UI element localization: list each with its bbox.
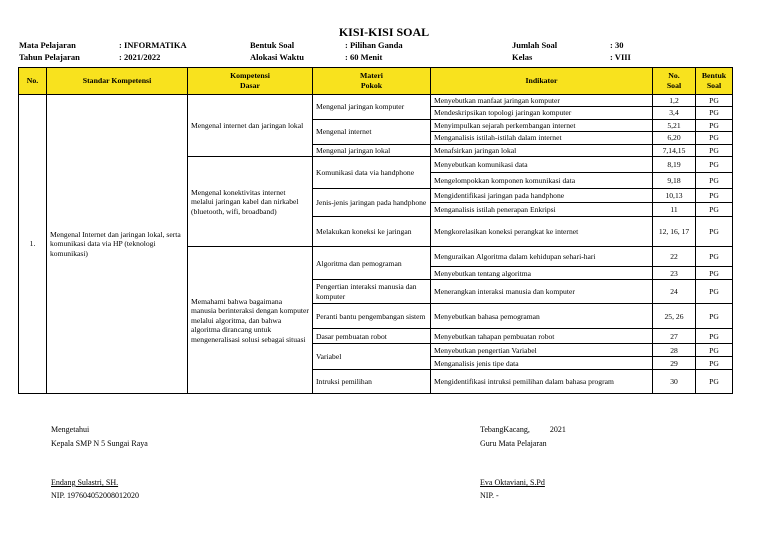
guru-name: Eva Oktaviani, S.Pd	[480, 478, 545, 487]
no-soal-cell: 7,14,15	[653, 144, 696, 156]
kd-cell: Mengenal internet dan jaringan lokal	[188, 95, 313, 157]
bentuk-label: Bentuk Soal	[250, 40, 295, 50]
standar-kompetensi: Mengenal Internet dan jaringan lokal, serta komunikasi data via HP (teknologi komunikasi)	[47, 95, 188, 394]
indikator-cell: Menyebutkan manfaat jaringan komputer	[431, 95, 653, 107]
no-soal-cell: 22	[653, 247, 696, 267]
bentuk-soal-cell: PG	[696, 203, 733, 217]
no-soal-cell: 8,19	[653, 157, 696, 173]
materi-cell: Peranti bantu pengembangan sistem	[313, 304, 431, 329]
mapel-label: Mata Pelajaran	[19, 40, 76, 50]
header-no-soal: No. Soal	[653, 68, 696, 95]
no-soal-cell: 5,21	[653, 119, 696, 131]
kd-cell: Memahami bahwa bagaimana manusia berinteraksi dengan komputer melalui algoritma, dan bahwa algoritma dirancang untuk mengeneralisasi solusi sebagai situasi	[188, 247, 313, 394]
materi-cell: Mengenal internet	[313, 119, 431, 144]
row-number: 1.	[19, 95, 47, 394]
no-soal-cell: 9,18	[653, 173, 696, 189]
no-soal-cell: 10,13	[653, 189, 696, 203]
no-soal-cell: 24	[653, 280, 696, 304]
materi-cell: Intruksi pemilihan	[313, 370, 431, 394]
alokasi-value: : 60 Menit	[345, 52, 383, 62]
mengetahui-label: Mengetahui	[51, 425, 90, 434]
no-soal-cell: 1,2	[653, 95, 696, 107]
bentuk-soal-cell: PG	[696, 280, 733, 304]
materi-cell: Variabel	[313, 344, 431, 370]
kd-cell: Mengenal konektivitas internet melalui jaringan kabel dan nirkabel (bluetooth, wifi, broadband)	[188, 157, 313, 247]
kepala-sekolah-name: Endang Sulastri, SH.	[51, 478, 119, 487]
guru-title: Guru Mata Pelajaran	[480, 439, 547, 448]
mapel-value: : INFORMATIKA	[119, 40, 187, 50]
bentuk-soal-cell: PG	[696, 173, 733, 189]
no-soal-cell: 3,4	[653, 107, 696, 119]
indikator-cell: Menganalisis jenis tipe data	[431, 357, 653, 370]
place-date: TebangKacang, 2021	[480, 425, 566, 434]
materi-cell: Pengertian interaksi manusia dan komputer	[313, 280, 431, 304]
tahun-label: Tahun Pelajaran	[19, 52, 80, 62]
bentuk-soal-cell: PG	[696, 132, 733, 144]
indikator-cell: Mengidentifikasi intruksi pemilihan dalam bahasa program	[431, 370, 653, 394]
kepala-sekolah-title: Kepala SMP N 5 Sungai Raya	[51, 439, 148, 448]
jumlah-value: : 30	[610, 40, 624, 50]
bentuk-soal-cell: PG	[696, 144, 733, 156]
materi-cell: Mengenal jaringan komputer	[313, 95, 431, 120]
header-indikator: Indikator	[431, 68, 653, 95]
indikator-cell: Menganalisis istilah-istilah dalam internet	[431, 132, 653, 144]
indikator-cell: Menyebutkan pengertian Variabel	[431, 344, 653, 357]
indikator-cell: Menguraikan Algoritma dalam kehidupan sehari-hari	[431, 247, 653, 267]
indikator-cell: Menyimpulkan sejarah perkembangan internet	[431, 119, 653, 131]
no-soal-cell: 25, 26	[653, 304, 696, 329]
materi-cell: Mengenal jaringan lokal	[313, 144, 431, 156]
bentuk-soal-cell: PG	[696, 217, 733, 247]
materi-cell: Dasar pembuatan robot	[313, 329, 431, 344]
materi-cell: Melakukan koneksi ke jaringan	[313, 217, 431, 247]
kisi-kisi-table	[18, 67, 733, 394]
bentuk-soal-cell: PG	[696, 107, 733, 119]
document-title: KISI-KISI SOAL	[338, 25, 430, 39]
kepala-sekolah-nip: NIP. 197604052008012020	[51, 491, 140, 500]
bentuk-soal-cell: PG	[696, 95, 733, 107]
materi-cell: Jenis-jenis jaringan pada handphone	[313, 189, 431, 217]
indikator-cell: Menyebutkan bahasa pemograman	[431, 304, 653, 329]
header-bentuk-soal: Bentuk Soal	[696, 68, 733, 95]
indikator-cell: Menerangkan interaksi manusia dan komputer	[431, 280, 653, 304]
bentuk-soal-cell: PG	[696, 157, 733, 173]
bentuk-soal-cell: PG	[696, 189, 733, 203]
materi-cell: Komunikasi data via handphone	[313, 157, 431, 189]
bentuk-value: : Pilihan Ganda	[345, 40, 403, 50]
indikator-cell: Menafsirkan jaringan lokal	[431, 144, 653, 156]
bentuk-soal-cell: PG	[696, 329, 733, 344]
no-soal-cell: 23	[653, 267, 696, 280]
alokasi-label: Alokasi Waktu	[250, 52, 304, 62]
indikator-cell: Menyebutkan komunikasi data	[431, 157, 653, 173]
indikator-cell: Menyebutkan tahapan pembuatan robot	[431, 329, 653, 344]
indikator-cell: Mengkorelasikan koneksi perangkat ke internet	[431, 217, 653, 247]
indikator-cell: Mengelompokkan komponen komunikasi data	[431, 173, 653, 189]
header-kompetensi-dasar: Kompetensi Dasar	[188, 68, 313, 95]
bentuk-soal-cell: PG	[696, 344, 733, 357]
header-no: No.	[19, 68, 47, 95]
no-soal-cell: 29	[653, 357, 696, 370]
tahun-value: : 2021/2022	[119, 52, 161, 62]
indikator-cell: Menganalisis istilah penerapan Enkripsi	[431, 203, 653, 217]
kelas-label: Kelas	[512, 52, 533, 62]
indikator-cell: Menyebutkan tentang algoritma	[431, 267, 653, 280]
no-soal-cell: 28	[653, 344, 696, 357]
bentuk-soal-cell: PG	[696, 119, 733, 131]
materi-cell: Algoritma dan pemograman	[313, 247, 431, 280]
header-standar-kompetensi: Standar Kompetensi	[47, 68, 188, 95]
bentuk-soal-cell: PG	[696, 304, 733, 329]
bentuk-soal-cell: PG	[696, 247, 733, 267]
no-soal-cell: 11	[653, 203, 696, 217]
bentuk-soal-cell: PG	[696, 370, 733, 394]
jumlah-label: Jumlah Soal	[512, 40, 558, 50]
indikator-cell: Mendeskripsikan topologi jaringan komputer	[431, 107, 653, 119]
no-soal-cell: 27	[653, 329, 696, 344]
no-soal-cell: 30	[653, 370, 696, 394]
header-materi-pokok: Materi Pokok	[313, 68, 431, 95]
bentuk-soal-cell: PG	[696, 267, 733, 280]
no-soal-cell: 6,20	[653, 132, 696, 144]
no-soal-cell: 12, 16, 17	[653, 217, 696, 247]
guru-nip: NIP. -	[480, 491, 499, 500]
indikator-cell: Mengidentifikasi jaringan pada handphone	[431, 189, 653, 203]
bentuk-soal-cell: PG	[696, 357, 733, 370]
kelas-value: : VIII	[610, 52, 631, 62]
